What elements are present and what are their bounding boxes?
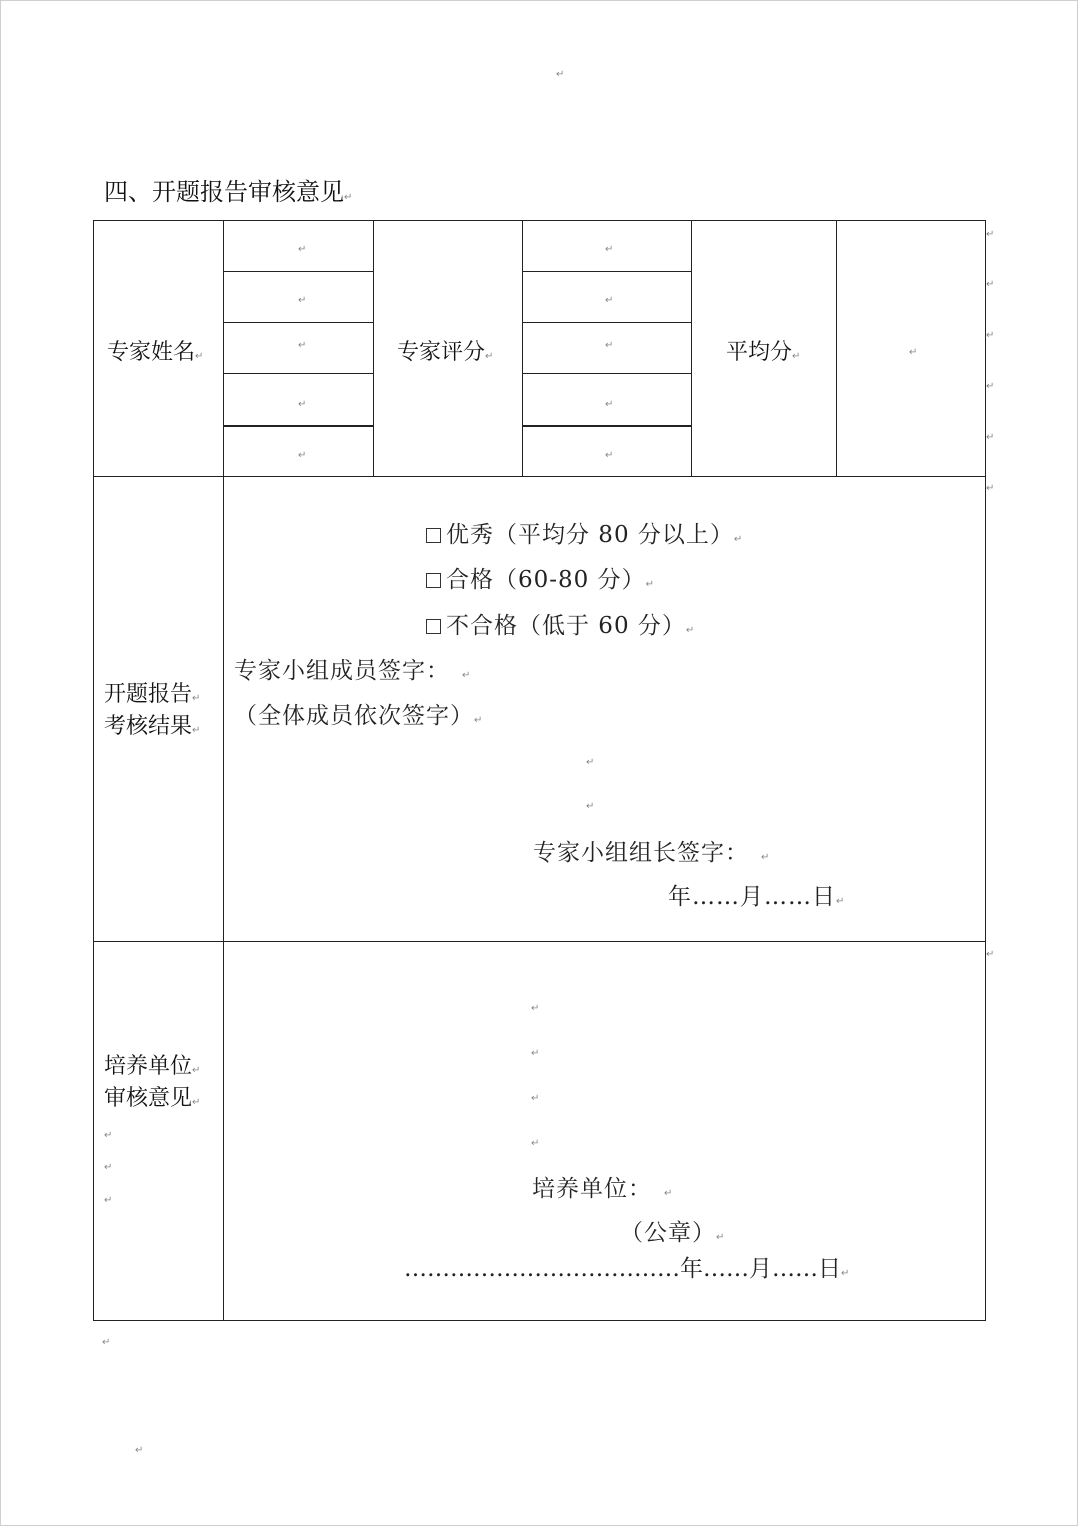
expert-name-label bbox=[107, 335, 203, 366]
table-bottom-border bbox=[93, 1320, 986, 1321]
score-subrow-line bbox=[522, 425, 691, 427]
unit-date-line bbox=[404, 1250, 849, 1283]
expert-name-cell[interactable]: ↵ bbox=[298, 399, 307, 410]
row-end-mark: ↵ bbox=[986, 330, 995, 341]
result-date-line bbox=[668, 878, 845, 911]
average-score-label-text: 平均分 bbox=[726, 340, 793, 365]
row-divider-2 bbox=[93, 941, 986, 942]
name-subrow-line bbox=[223, 425, 373, 427]
average-score-label bbox=[726, 335, 800, 366]
result-label-line1 bbox=[104, 679, 200, 711]
col-divider-scores-left bbox=[522, 220, 523, 477]
return-mark: ↵ bbox=[792, 351, 801, 362]
unit-label-line2-text: 审核意见 bbox=[104, 1086, 193, 1111]
table-left-border bbox=[93, 220, 94, 1321]
option-excellent[interactable] bbox=[426, 516, 743, 549]
leader-signature-label bbox=[533, 834, 770, 867]
col-divider-names-right bbox=[373, 220, 374, 477]
expert-name-cell[interactable]: ↵ bbox=[298, 450, 307, 461]
name-subrow-line bbox=[223, 373, 373, 374]
opinion-space[interactable]: ↵ bbox=[531, 1093, 540, 1104]
col-divider-scores-right bbox=[691, 220, 692, 477]
section-title-text: 四、开题报告审核意见 bbox=[104, 178, 344, 206]
unit-label-line1-text: 培养单位 bbox=[104, 1054, 193, 1079]
average-score-cell[interactable]: ↵ bbox=[909, 347, 918, 358]
result-label-line1-text: 开题报告 bbox=[104, 682, 193, 707]
return-mark: ↵ bbox=[761, 852, 771, 863]
row-end-mark: ↵ bbox=[986, 279, 995, 290]
expert-score-cell[interactable]: ↵ bbox=[605, 244, 614, 255]
members-note-text: （全体成员依次签字） bbox=[234, 703, 474, 729]
return-mark: ↵ bbox=[716, 1232, 726, 1243]
result-label-line2-text: 考核结果 bbox=[104, 714, 193, 739]
return-mark: ↵ bbox=[664, 1188, 674, 1199]
unit-date-text: ………………………………年……月……日 bbox=[404, 1256, 841, 1282]
return-mark: ↵ bbox=[462, 670, 472, 681]
expert-score-label bbox=[397, 335, 493, 366]
table-top-border bbox=[93, 220, 986, 221]
signature-space[interactable]: ↵ bbox=[586, 801, 595, 812]
return-mark: ↵ bbox=[135, 1445, 144, 1456]
expert-score-cell[interactable]: ↵ bbox=[605, 340, 614, 351]
expert-name-label-text: 专家姓名 bbox=[107, 340, 196, 365]
return-mark: ↵ bbox=[733, 534, 744, 545]
return-mark: ↵ bbox=[485, 351, 494, 362]
label-column-divider bbox=[223, 220, 224, 1321]
expert-name-cell[interactable]: ↵ bbox=[298, 244, 307, 255]
return-mark: ↵ bbox=[104, 1130, 113, 1141]
members-signature-label bbox=[234, 652, 471, 685]
expert-name-cell[interactable]: ↵ bbox=[298, 340, 307, 351]
return-mark: ↵ bbox=[192, 1097, 201, 1108]
opinion-space[interactable]: ↵ bbox=[531, 1003, 540, 1014]
return-mark: ↵ bbox=[841, 1268, 850, 1279]
option-pass[interactable] bbox=[426, 561, 655, 594]
row-end-mark: ↵ bbox=[986, 381, 995, 392]
row-end-mark: ↵ bbox=[986, 483, 995, 494]
return-mark: ↵ bbox=[836, 896, 846, 907]
return-mark: ↵ bbox=[556, 69, 565, 80]
return-mark: ↵ bbox=[104, 1195, 113, 1206]
option-fail-text: 不合格（低于 60 分） bbox=[446, 613, 686, 639]
return-mark: ↵ bbox=[102, 1337, 111, 1348]
unit-name-label bbox=[532, 1170, 673, 1203]
row-end-mark: ↵ bbox=[986, 229, 995, 240]
score-subrow-line bbox=[522, 322, 691, 323]
return-mark: ↵ bbox=[645, 579, 656, 590]
opinion-space[interactable]: ↵ bbox=[531, 1138, 540, 1149]
unit-label-line2 bbox=[104, 1083, 200, 1115]
expert-score-cell[interactable]: ↵ bbox=[605, 450, 614, 461]
expert-score-cell[interactable]: ↵ bbox=[605, 295, 614, 306]
name-subrow-line bbox=[223, 322, 373, 323]
return-mark: ↵ bbox=[192, 1065, 201, 1076]
return-mark: ↵ bbox=[195, 351, 204, 362]
result-label bbox=[104, 679, 200, 743]
members-signature-note bbox=[234, 697, 483, 730]
result-label-line2 bbox=[104, 711, 200, 743]
row-divider-1 bbox=[93, 476, 986, 477]
unit-name-text: 培养单位： bbox=[532, 1176, 652, 1202]
unit-review-label bbox=[104, 1051, 200, 1115]
expert-score-label-text: 专家评分 bbox=[397, 340, 486, 365]
option-excellent-text: 优秀（平均分 80 分以上） bbox=[446, 522, 734, 548]
return-mark: ↵ bbox=[192, 693, 201, 704]
score-subrow-line bbox=[522, 373, 691, 374]
unit-label-line1 bbox=[104, 1051, 200, 1083]
name-subrow-line bbox=[223, 271, 373, 272]
col-divider-average-right bbox=[836, 220, 837, 477]
checkbox-fail[interactable] bbox=[426, 619, 441, 634]
members-signature-text: 专家小组成员签字： bbox=[234, 658, 450, 684]
option-pass-text: 合格（60-80 分） bbox=[446, 567, 646, 593]
expert-name-cell[interactable]: ↵ bbox=[298, 295, 307, 306]
score-subrow-line bbox=[522, 271, 691, 272]
row-end-mark: ↵ bbox=[986, 949, 995, 960]
row-end-mark: ↵ bbox=[986, 432, 995, 443]
return-mark: ↵ bbox=[344, 192, 353, 203]
opinion-space[interactable]: ↵ bbox=[531, 1048, 540, 1059]
return-mark: ↵ bbox=[192, 725, 201, 736]
checkbox-pass[interactable] bbox=[426, 573, 441, 588]
leader-signature-text: 专家小组组长签字： bbox=[533, 840, 749, 866]
return-mark: ↵ bbox=[474, 715, 484, 726]
signature-space[interactable]: ↵ bbox=[586, 757, 595, 768]
option-fail[interactable] bbox=[426, 607, 695, 640]
return-mark: ↵ bbox=[104, 1162, 113, 1173]
seal-text: （公章） bbox=[620, 1220, 716, 1246]
checkbox-excellent[interactable] bbox=[426, 528, 441, 543]
seal-label bbox=[620, 1214, 725, 1247]
section-title bbox=[104, 172, 352, 207]
expert-score-cell[interactable]: ↵ bbox=[605, 399, 614, 410]
result-date-text: 年……月……日 bbox=[668, 884, 836, 910]
return-mark: ↵ bbox=[685, 625, 696, 636]
